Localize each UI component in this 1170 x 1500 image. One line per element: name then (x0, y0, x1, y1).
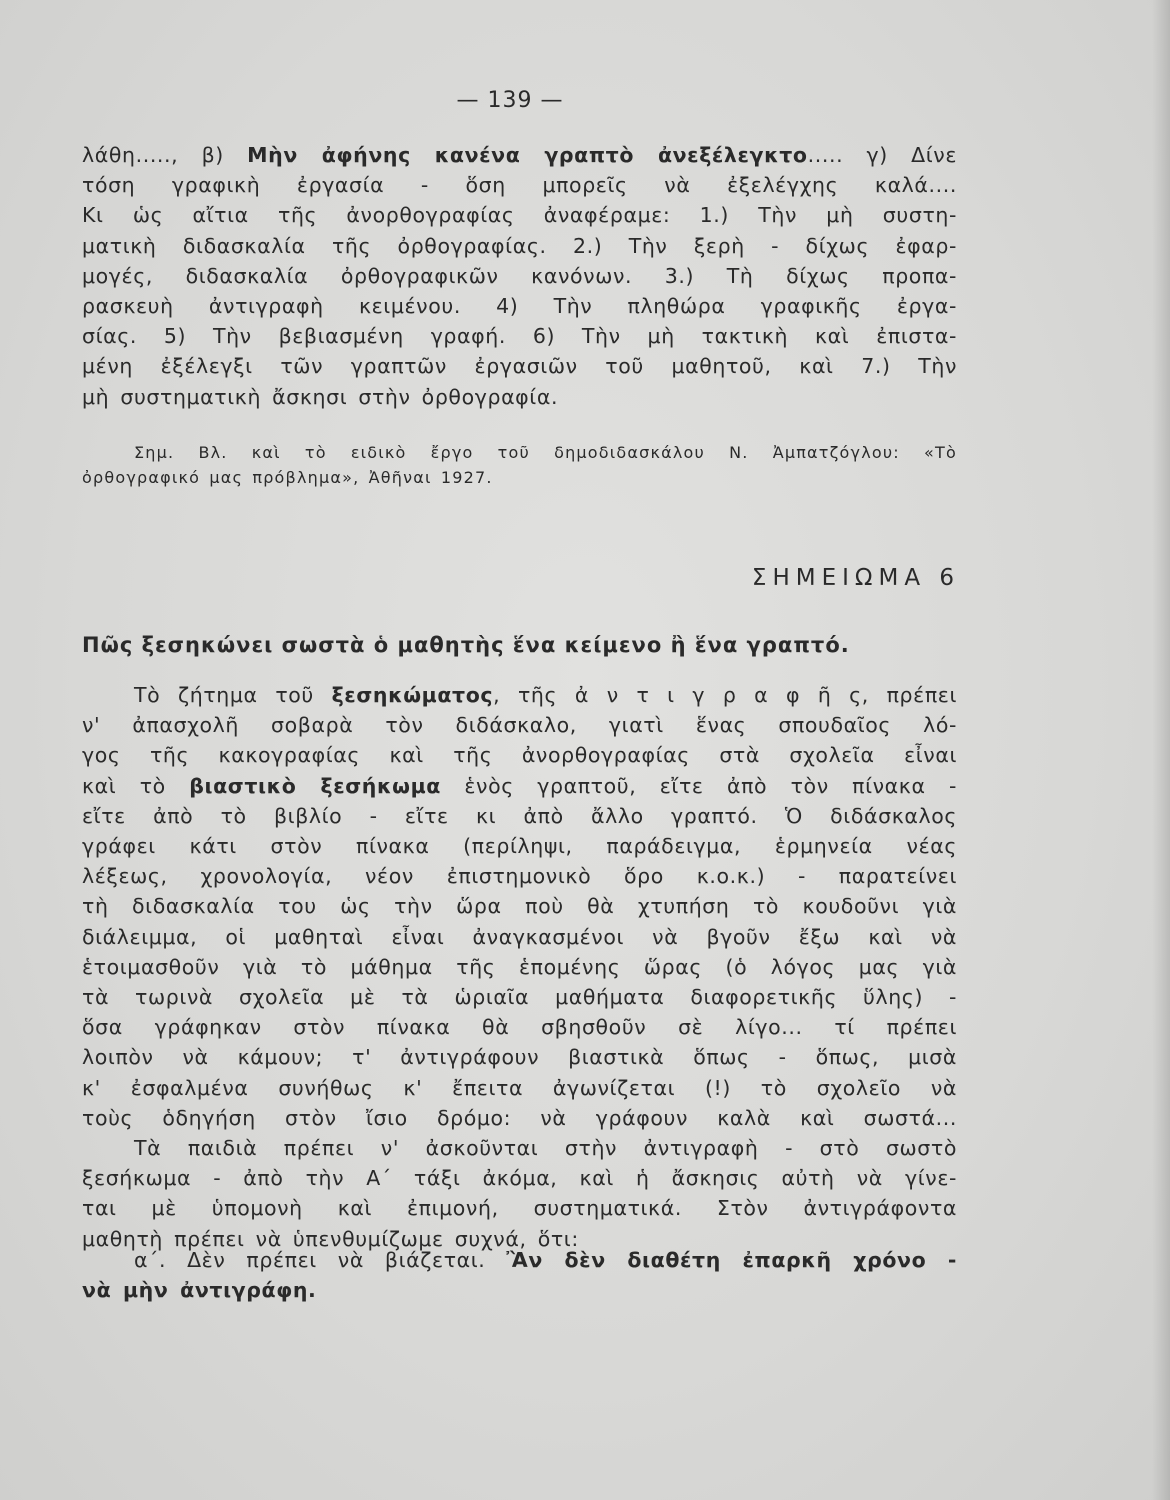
text-span: ..... γ) Δίνε (807, 143, 957, 167)
text-line: λέξεως, χρονολογία, νέον ἐπιστημονικὸ ὅρο κ.ο.κ.) - παρατείνει (82, 864, 957, 889)
text-line: μὴ συστηματικὴ ἄσκησι στὴν ὀρθογραφία. (82, 384, 559, 409)
text-line (82, 140, 957, 170)
emphasis-text: Μὴν ἀφήνης κανένα γραπτὸ ἀνεξέλεγκτο (247, 143, 808, 167)
page-number: — 139 — (456, 88, 564, 113)
section-subheading: Πῶς ξεσηκώνει σωστὰ ὁ μαθητὴς ἕνα κείμενο ἢ ἕνα γραπτό. (82, 633, 850, 657)
page-edge-shadow (1152, 0, 1170, 1500)
footnote-line: ὀρθογραφικό μας πρόβλημα», Ἀθῆναι 1927. (82, 468, 493, 487)
text-line (82, 771, 957, 801)
text-line: ματικὴ διδασκαλία τῆς ὀρθογραφίας. 2.) Τὴν ξερὴ - δίχως ἐφαρ- (82, 233, 957, 258)
text-span: λάθη....., β) (82, 143, 248, 167)
text-line: τὰ τωρινὰ σχολεῖα μὲ τὰ ὡριαῖα μαθήματα διαφορετικῆς ὕλης) - (82, 985, 957, 1010)
text-line: ἑτοιμασθοῦν γιὰ τὸ μάθημα τῆς ἑπομένης ὥρας (ὁ λόγος μας γιὰ (82, 954, 957, 979)
text-line: τὴ διδασκαλία του ὡς τὴν ὥρα ποὺ θὰ χτυπήση τὸ κουδοῦνι γιὰ (82, 894, 957, 919)
text-line: τόση γραφικὴ ἐργασία - ὅση μπορεῖς νὰ ἐξελέγχης καλά.... (82, 173, 957, 198)
paragraph-orthography-causes (82, 140, 957, 412)
text-span: α΄. Δὲν πρέπει νὰ βιάζεται. (134, 1248, 507, 1272)
text-line (82, 680, 957, 710)
text-line: ν' ἀπασχολῆ σοβαρὰ τὸν διδάσκαλο, γιατὶ ἕνας σπουδαῖος λό- (82, 713, 957, 738)
text-line: ξεσήκωμα - ἀπὸ τὴν Α΄ τάξι ἀκόμα, καὶ ἡ ἄσκησις αὐτὴ νὰ γίνε- (82, 1166, 957, 1191)
text-line: κ' ἐσφαλμένα συνήθως κ' ἔπειτα ἀγωνίζεται (!) τὸ σχολεῖο νὰ (82, 1075, 957, 1100)
text-span: ἑνὸς γραπτοῦ, εἴτε ἀπὸ τὸν πίνακα - (440, 773, 958, 798)
text-line: τοὺς ὁδηγήση στὸν ἴσιο δρόμο: νὰ γράφουν καλὰ καὶ σωστά... (82, 1105, 957, 1130)
text-line: νὰ μὴν ἀντιγράφη. (82, 1278, 317, 1303)
text-line: σίας. 5) Τὴν βεβιασμένη γραφή. 6) Τὴν μὴ τακτικὴ καὶ ἐπιστα- (82, 324, 957, 349)
text-line: γος τῆς κακογραφίας καὶ τῆς ἀνορθογραφίας στὰ σχολεῖα εἶναι (82, 743, 957, 768)
text-span: , τῆς ἀ ν τ ι γ ρ α φ ῆ ς, πρέπει (493, 683, 957, 707)
emphasis-text: ξεσηκώματος (331, 683, 494, 707)
section-heading: ΣΗΜΕΙΩΜΑ 6 (751, 565, 960, 591)
text-line: μαθητὴ πρέπει νὰ ὑπενθυμίζωμε συχνά, ὅτι: (82, 1226, 579, 1251)
text-line: Κι ὡς αἴτια τῆς ἀνορθογραφίας ἀναφέραμε: 1.) Τὴν μὴ συστη- (82, 203, 957, 228)
text-span: Τὸ ζήτημα τοῦ (134, 683, 332, 707)
text-line: μένη ἐξέλεγξι τῶν γραπτῶν ἐργασιῶν τοῦ μαθητοῦ, καὶ 7.) Τὴν (82, 354, 957, 379)
text-line: εἴτε ἀπὸ τὸ βιβλίο - εἴτε κι ἀπὸ ἄλλο γραπτό. Ὁ διδάσκαλος (82, 803, 957, 828)
paragraph-copying (82, 680, 957, 1254)
text-line: ρασκευὴ ἀντιγραφὴ κειμένου. 4) Τὴν πληθώρα γραφικῆς ἐργα- (82, 294, 957, 319)
text-line: γράφει κάτι στὸν πίνακα (περίληψι, παράδειγμα, ἑρμηνεία νέας (82, 834, 957, 859)
text-line (82, 1245, 957, 1275)
text-line: μογές, διδασκαλία ὀρθογραφικῶν κανόνων. 3.) Τὴ δίχως προπα- (82, 263, 957, 288)
text-line: λοιπὸν νὰ κάμουν; τ' ἀντιγράφουν βιαστικὰ ὅπως - ὅπως, μισὰ (82, 1045, 957, 1070)
paragraph-rule-alpha (82, 1245, 957, 1305)
text-line: ὅσα γράφηκαν στὸν πίνακα θὰ σβησθοῦν σὲ λίγο... τί πρέπει (82, 1015, 957, 1040)
text-line: ται μὲ ὑπομονὴ καὶ ἐπιμονή, συστηματικά. Στὸν ἀντιγράφοντα (82, 1196, 957, 1221)
footnote-line: Σημ. Βλ. καὶ τὸ ειδικὸ ἔργο τοῦ δημοδιδασκάλου Ν. Ἀμπατζόγλου: «Τὸ (134, 443, 957, 462)
emphasis-text: βιαστικὸ ξεσήκωμα (189, 773, 441, 798)
text-line: διάλειμμα, οἱ μαθηταὶ εἶναι ἀναγκασμένοι νὰ βγοῦν ἔξω καὶ νὰ (82, 924, 957, 949)
footnote (82, 440, 957, 490)
emphasis-text: Ἂν δὲν διαθέτη ἐπαρκῆ χρόνο - (506, 1248, 957, 1272)
text-line: Τὰ παιδιὰ πρέπει ν' ἀσκοῦνται στὴν ἀντιγραφὴ - στὸ σωστὸ (134, 1136, 957, 1161)
text-span: καὶ τὸ (82, 773, 190, 798)
